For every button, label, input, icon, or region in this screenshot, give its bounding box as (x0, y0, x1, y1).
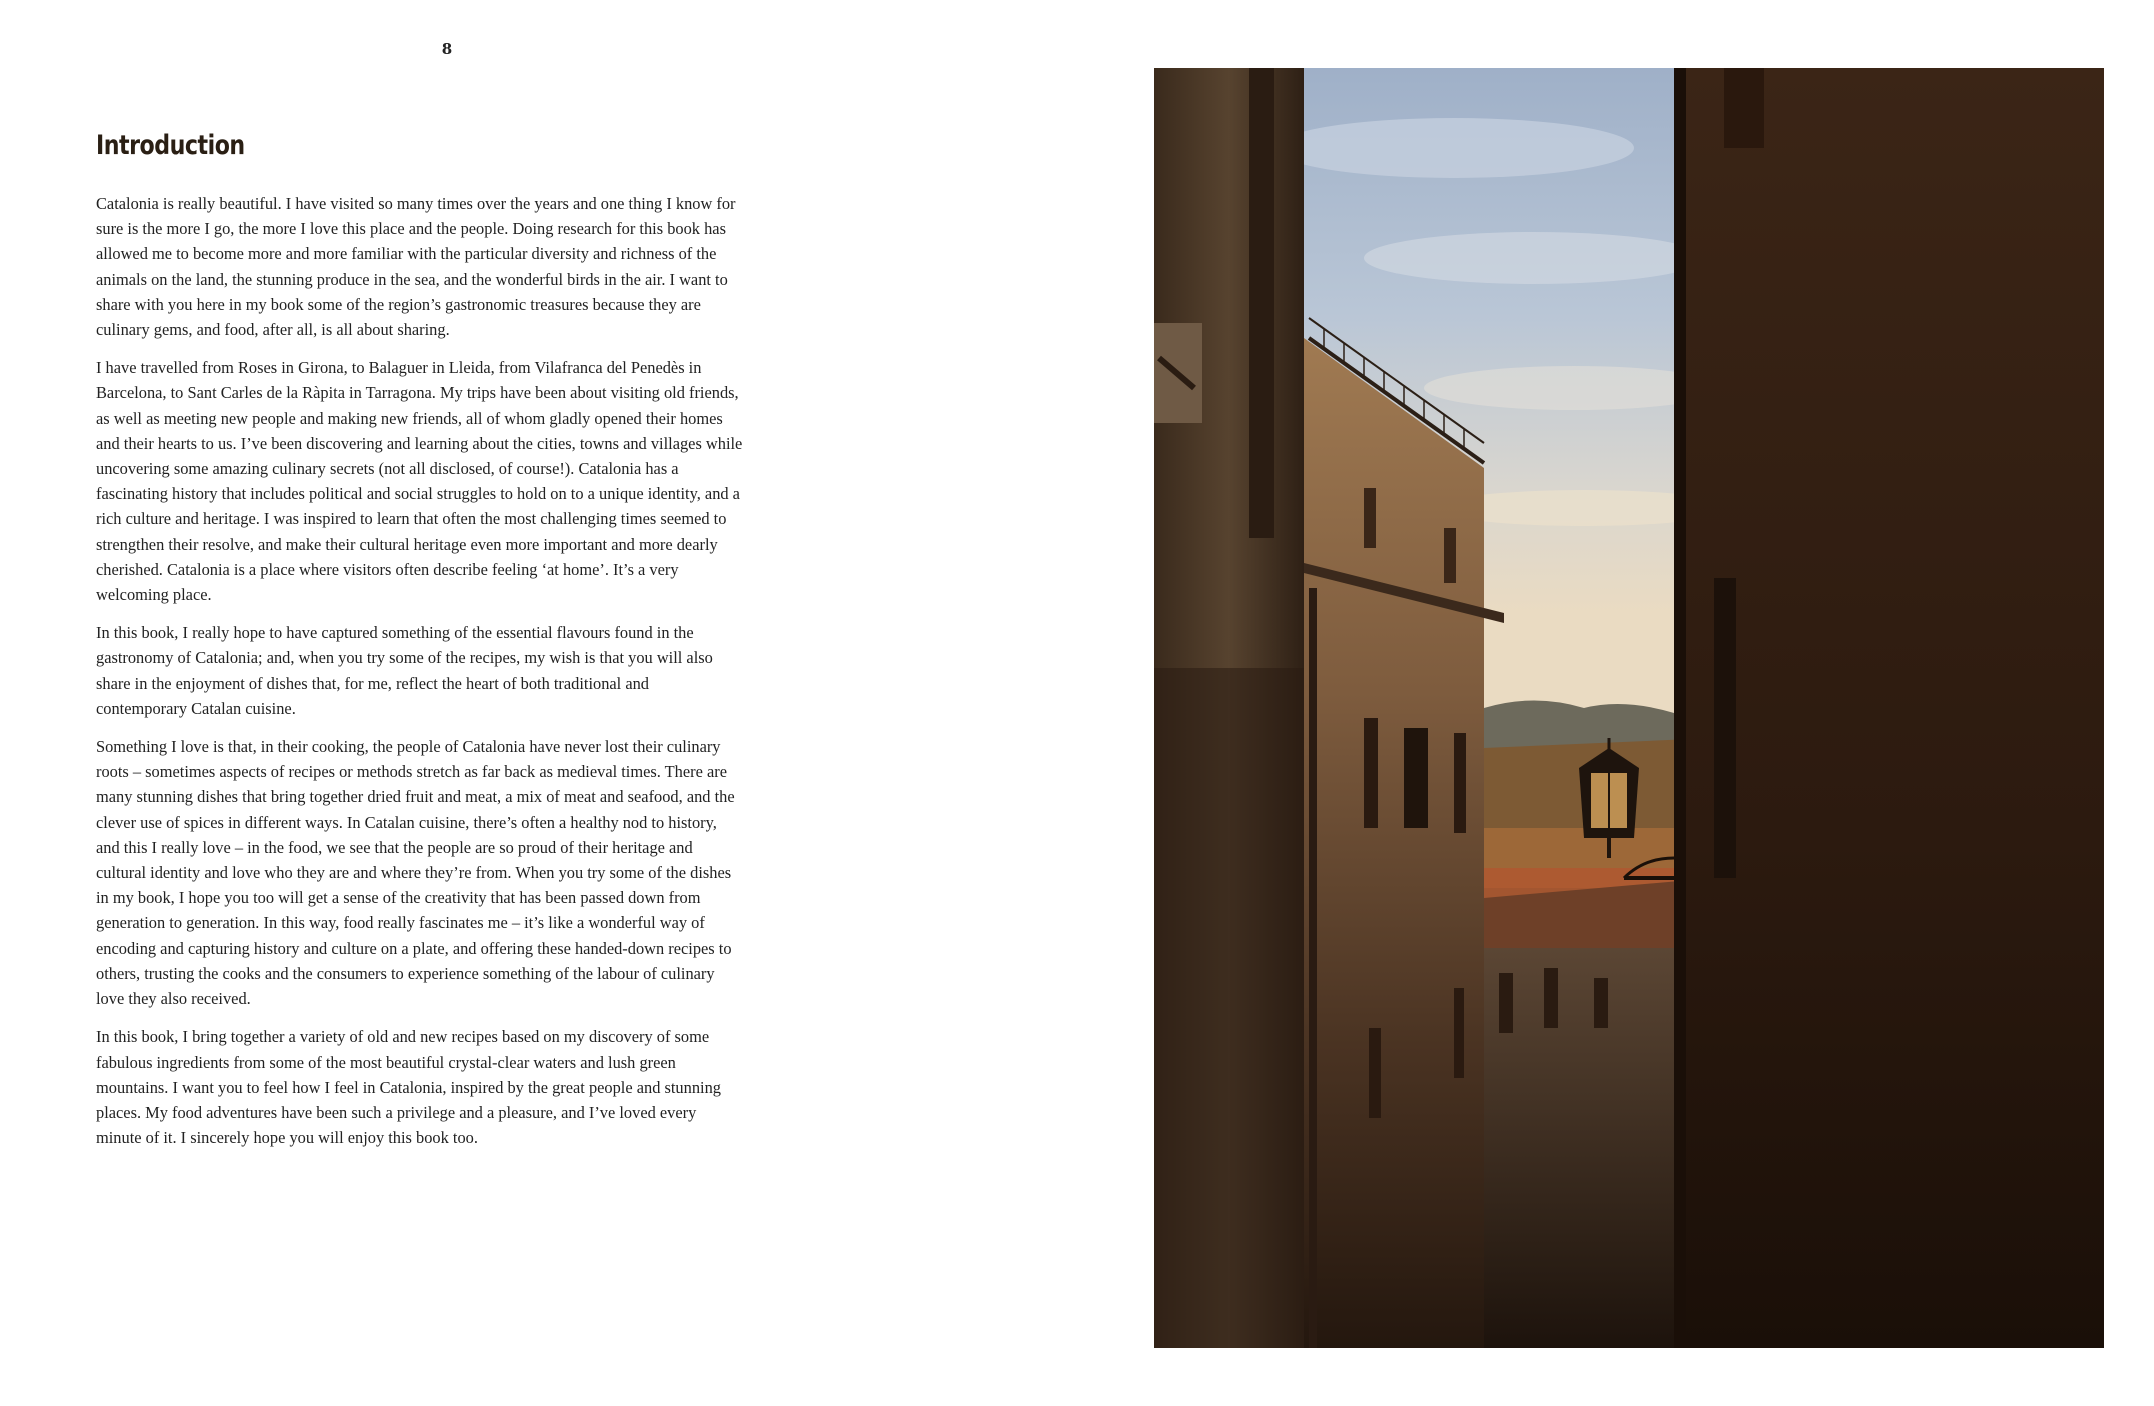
page-title: Introduction (96, 130, 245, 161)
alley-photograph (1154, 68, 2104, 1348)
page-number: 8 (441, 40, 453, 58)
paragraph-5: In this book, I bring together a variety of old and new recipes based on my discovery of some fabulous ingredients from some of the most beautiful crystal-clear waters and lush green mountains. I want you to feel how I feel in Catalonia, inspired by the great people and stunning places. My food adventures have been such a privilege and a pleasure, and I’ve loved every minute of it. I sincerely hope you will enjoy this book too. (96, 1027, 721, 1148)
paragraph-2: I have travelled from Roses in Girona, to Balaguer in Lleida, from Vilafranca del Penedès in Barcelona, to Sant Carles de la Ràpita in Tarragona. My trips have been about visiting old friends, as well as meeting new people and making new friends, all of whom gladly opened their homes and their hearts to us. I’ve been discovering and learning about the cities, towns and villages while uncovering some amazing culinary secrets (not all disclosed, of course!). Catalonia has a fascinating history that includes political and social struggles to hold on to a unique identity, and a rich culture and heritage. I was inspired to learn that often the most challenging times seemed to strengthen their resolve, and make their cultural heritage even more important and more dearly cherished. Catalonia is a place where visitors often describe feeling ‘at home’. It’s a very welcoming place. (96, 358, 743, 605)
alley-photo-illustration (1154, 68, 2104, 1348)
paragraph-1: Catalonia is really beautiful. I have visited so many times over the years and one thing I know for sure is the more I go, the more I love this place and the people. Doing research for this book has allowed me to become more and more familiar with the particular diversity and richness of the animals on the land, the stunning produce in the sea, and the wonderful birds in the air. I want to share with you here in my book some of the region’s gastronomic treasures because they are culinary gems, and food, after all, is all about sharing. (96, 194, 736, 340)
paragraph-4: Something I love is that, in their cooking, the people of Catalonia have never lost their culinary roots – sometimes aspects of recipes or methods stretch as far back as medieval times. There are many stunning dishes that bring together dried fruit and meat, a mix of meat and seafood, and the clever use of spices in different ways. In Catalan cuisine, there’s often a healthy nod to history, and this I really love – in the food, we see that the people are so proud of their heritage and cultural identity and love who they are and where they’re from. When you try some of the dishes in my book, I hope you too will get a sense of the creativity that has been passed down from generation to generation. In this way, food really fascinates me – it’s like a wonderful way of encoding and capturing history and culture on a plate, and offering these handed-down recipes to others, trusting the cooks and the consumers to experience something of the labour of culinary love they also received. (96, 737, 735, 1009)
introduction-body (96, 191, 744, 1163)
paragraph-3: In this book, I really hope to have captured something of the essential flavours found in the gastronomy of Catalonia; and, when you try some of the recipes, my wish is that you will also share in the enjoyment of dishes that, for me, reflect the heart of both traditional and contemporary Catalan cuisine. (96, 623, 713, 718)
